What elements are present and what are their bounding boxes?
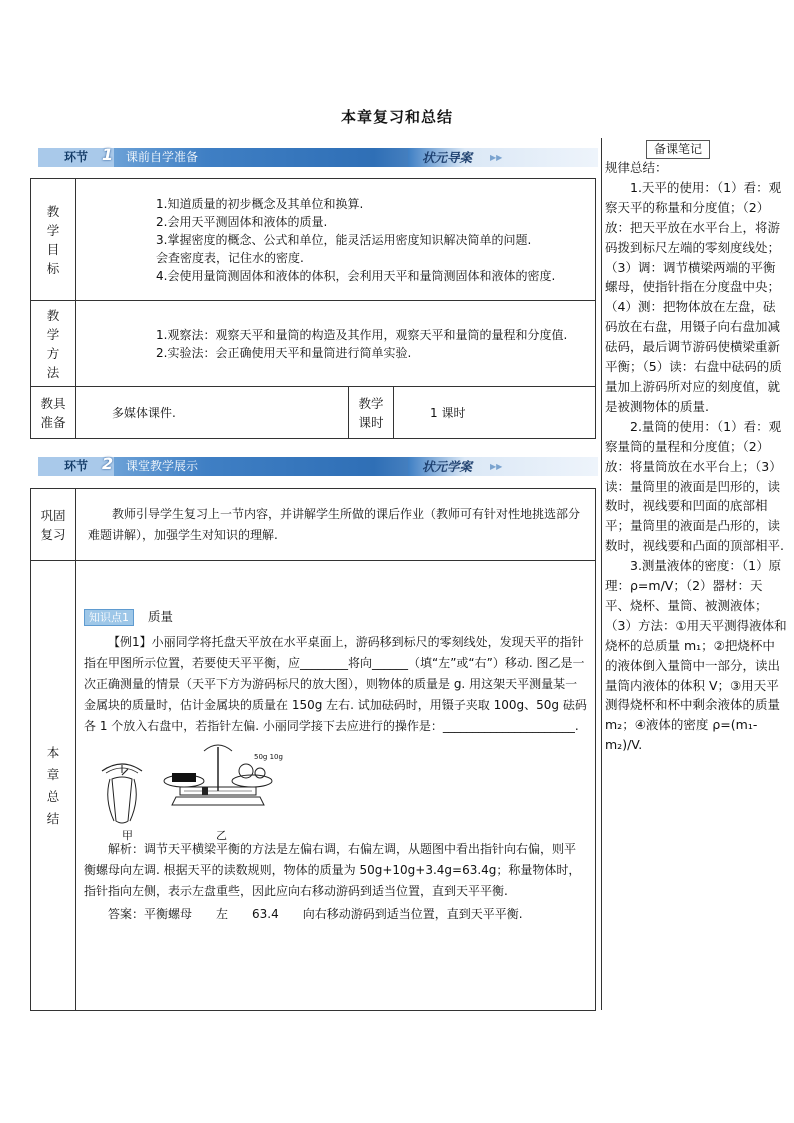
notes-header: 备课笔记: [646, 140, 710, 159]
figure-label-yi: 乙: [216, 829, 227, 842]
analysis-text: 解析：调节天平横梁平衡的方法是左偏右调，右偏左调，从题图中看出指针向右偏，则平衡螺母向左调. 根据天平的读数规则，物体的质量为 50g+10g+3.4g=63.4g；称量物体时，指针指向左侧，表示左盘重些，因此应向右移动游码到适当位置，直到天平平衡.: [84, 842, 581, 898]
goal-line: 会查密度表，记住水的密度.: [156, 250, 304, 265]
banner-tag: 环节: [38, 457, 114, 476]
goals-cell: [76, 179, 596, 301]
summary-cell: [76, 561, 596, 1011]
goal-line: 3.掌握密度的概念、公式和单位，能灵活运用密度知识解决简单的问题.: [156, 232, 532, 247]
sidebar-divider: [601, 138, 602, 1010]
goals-label: 教学目标: [31, 179, 76, 301]
section-banner-2: [38, 454, 598, 476]
prep-table: [30, 178, 596, 439]
banner-subtitle: 课堂教学展示: [126, 459, 199, 473]
banner-right: [408, 457, 598, 476]
banner-number: 1: [102, 145, 114, 164]
goal-line: 4.会使用量筒测固体和液体的体积，会利用天平和量筒测固体和液体的密度.: [156, 268, 556, 283]
banner-right-label: 状元导案: [422, 150, 473, 165]
section-banner-1: [38, 145, 598, 167]
banner-subtitle: 课前自学准备: [126, 150, 199, 164]
double-arrow-icon: ▶▶: [490, 153, 503, 162]
method-line: 1.观察法：观察天平和量筒的构造及其作用，观察天平和量筒的量程和分度值.: [156, 327, 568, 342]
pointer-dial-figure: [102, 764, 142, 823]
knowledge-point-badge: 知识点1: [84, 609, 134, 626]
review-label: 巩固复习: [31, 489, 76, 561]
figure-label-jia: 甲: [122, 829, 133, 842]
banner-tag: 环节: [38, 148, 114, 167]
tools-value: 多媒体课件.: [76, 387, 349, 439]
figure-weights-label: 50g 10g: [254, 753, 283, 761]
page-title: 本章复习和总结: [340, 108, 453, 126]
knowledge-point-title: 质量: [147, 609, 173, 624]
tools-label: 教具准备: [31, 387, 76, 439]
double-arrow-icon: ▶▶: [490, 462, 503, 471]
summary-label: 本章总结: [31, 561, 76, 1011]
example-text: 【例1】小丽同学将托盘天平放在水平桌面上，游码移到标尺的零刻线处，发现天平的指针指在甲图所示位置，若要使天平平衡，应________将向______（填“左”或“右”）移动. 图乙是一次正确测量的情景（天平下方为游码标尺的放大图），则物体的质量是 g. 用这架天平测量某一金属块的质量时，估计金属块的质量在 150g 左右. 试加砝码时，用镊子夹取 100g、50g 砝码各 1 个放入右盘中，若指针左偏. 小丽同学接下去应进行的操作是：______________________.: [84, 635, 587, 733]
hours-value: 1 课时: [394, 387, 596, 439]
method-line: 2.实验法：会正确使用天平和量筒进行简单实验.: [156, 345, 412, 360]
banner-right-label: 状元学案: [422, 459, 473, 474]
review-text: 教师引导学生复习上一节内容，并讲解学生所做的课后作业（教师可有针对性地挑选部分难题讲解），加强学生对知识的理解.: [76, 489, 596, 561]
notes-paragraph: 规律总结：: [605, 160, 668, 175]
banner-right: [408, 148, 598, 167]
goal-line: 1.知道质量的初步概念及其单位和换算.: [156, 196, 364, 211]
hours-label: 教学课时: [349, 387, 394, 439]
notes-sidebar: [605, 158, 787, 755]
notes-paragraph: 3.测量液体的密度：（1）原理：ρ=m/V；（2）器材：天平、烧杯、量筒、被测液体；（3）方法：①用天平测得液体和烧杯的总质量 m₁；②把烧杯中的液体倒入量筒中一部分，读出量筒内液体的体积 V；③用天平测得烧杯和杯中剩余液体的质量 m₂；④液体的密度 ρ=(m₁-m₂)/V.: [605, 558, 787, 753]
goal-line: 2.会用天平测固体和液体的质量.: [156, 214, 328, 229]
methods-cell: [76, 301, 596, 387]
balance-figure: [84, 739, 587, 842]
answer-text: 答案：平衡螺母 左 63.4 向右移动游码到适当位置，直到天平平衡.: [108, 907, 523, 921]
method-label: 教学方法: [31, 301, 76, 387]
lesson-table: [30, 488, 596, 1011]
notes-paragraph: 2.量筒的使用：（1）看：观察量筒的量程和分度值；（2）放：将量筒放在水平台上；（3）读：量筒里的液面是凹形的，读数时，视线要和凹面的底部相平；量筒里的液面是凸形的，读数时，视线要和凸面的顶部相平.: [605, 418, 784, 554]
banner-number: 2: [102, 454, 114, 473]
notes-paragraph: 1.天平的使用：（1）看：观察天平的称量和分度值；（2）放：把天平放在水平台上，将游码拨到标尺左端的零刻度线处；（3）调：调节横梁两端的平衡螺母，使指针指在分度盘中央；（4）测：把物体放在左盘，砝码放在右盘，用镊子向右盘加减砝码，最后调节游码使横梁重新平衡；（5）读：右盘中砝码的质量加上游码所对应的刻度值，就是被测物体的质量.: [605, 179, 782, 414]
